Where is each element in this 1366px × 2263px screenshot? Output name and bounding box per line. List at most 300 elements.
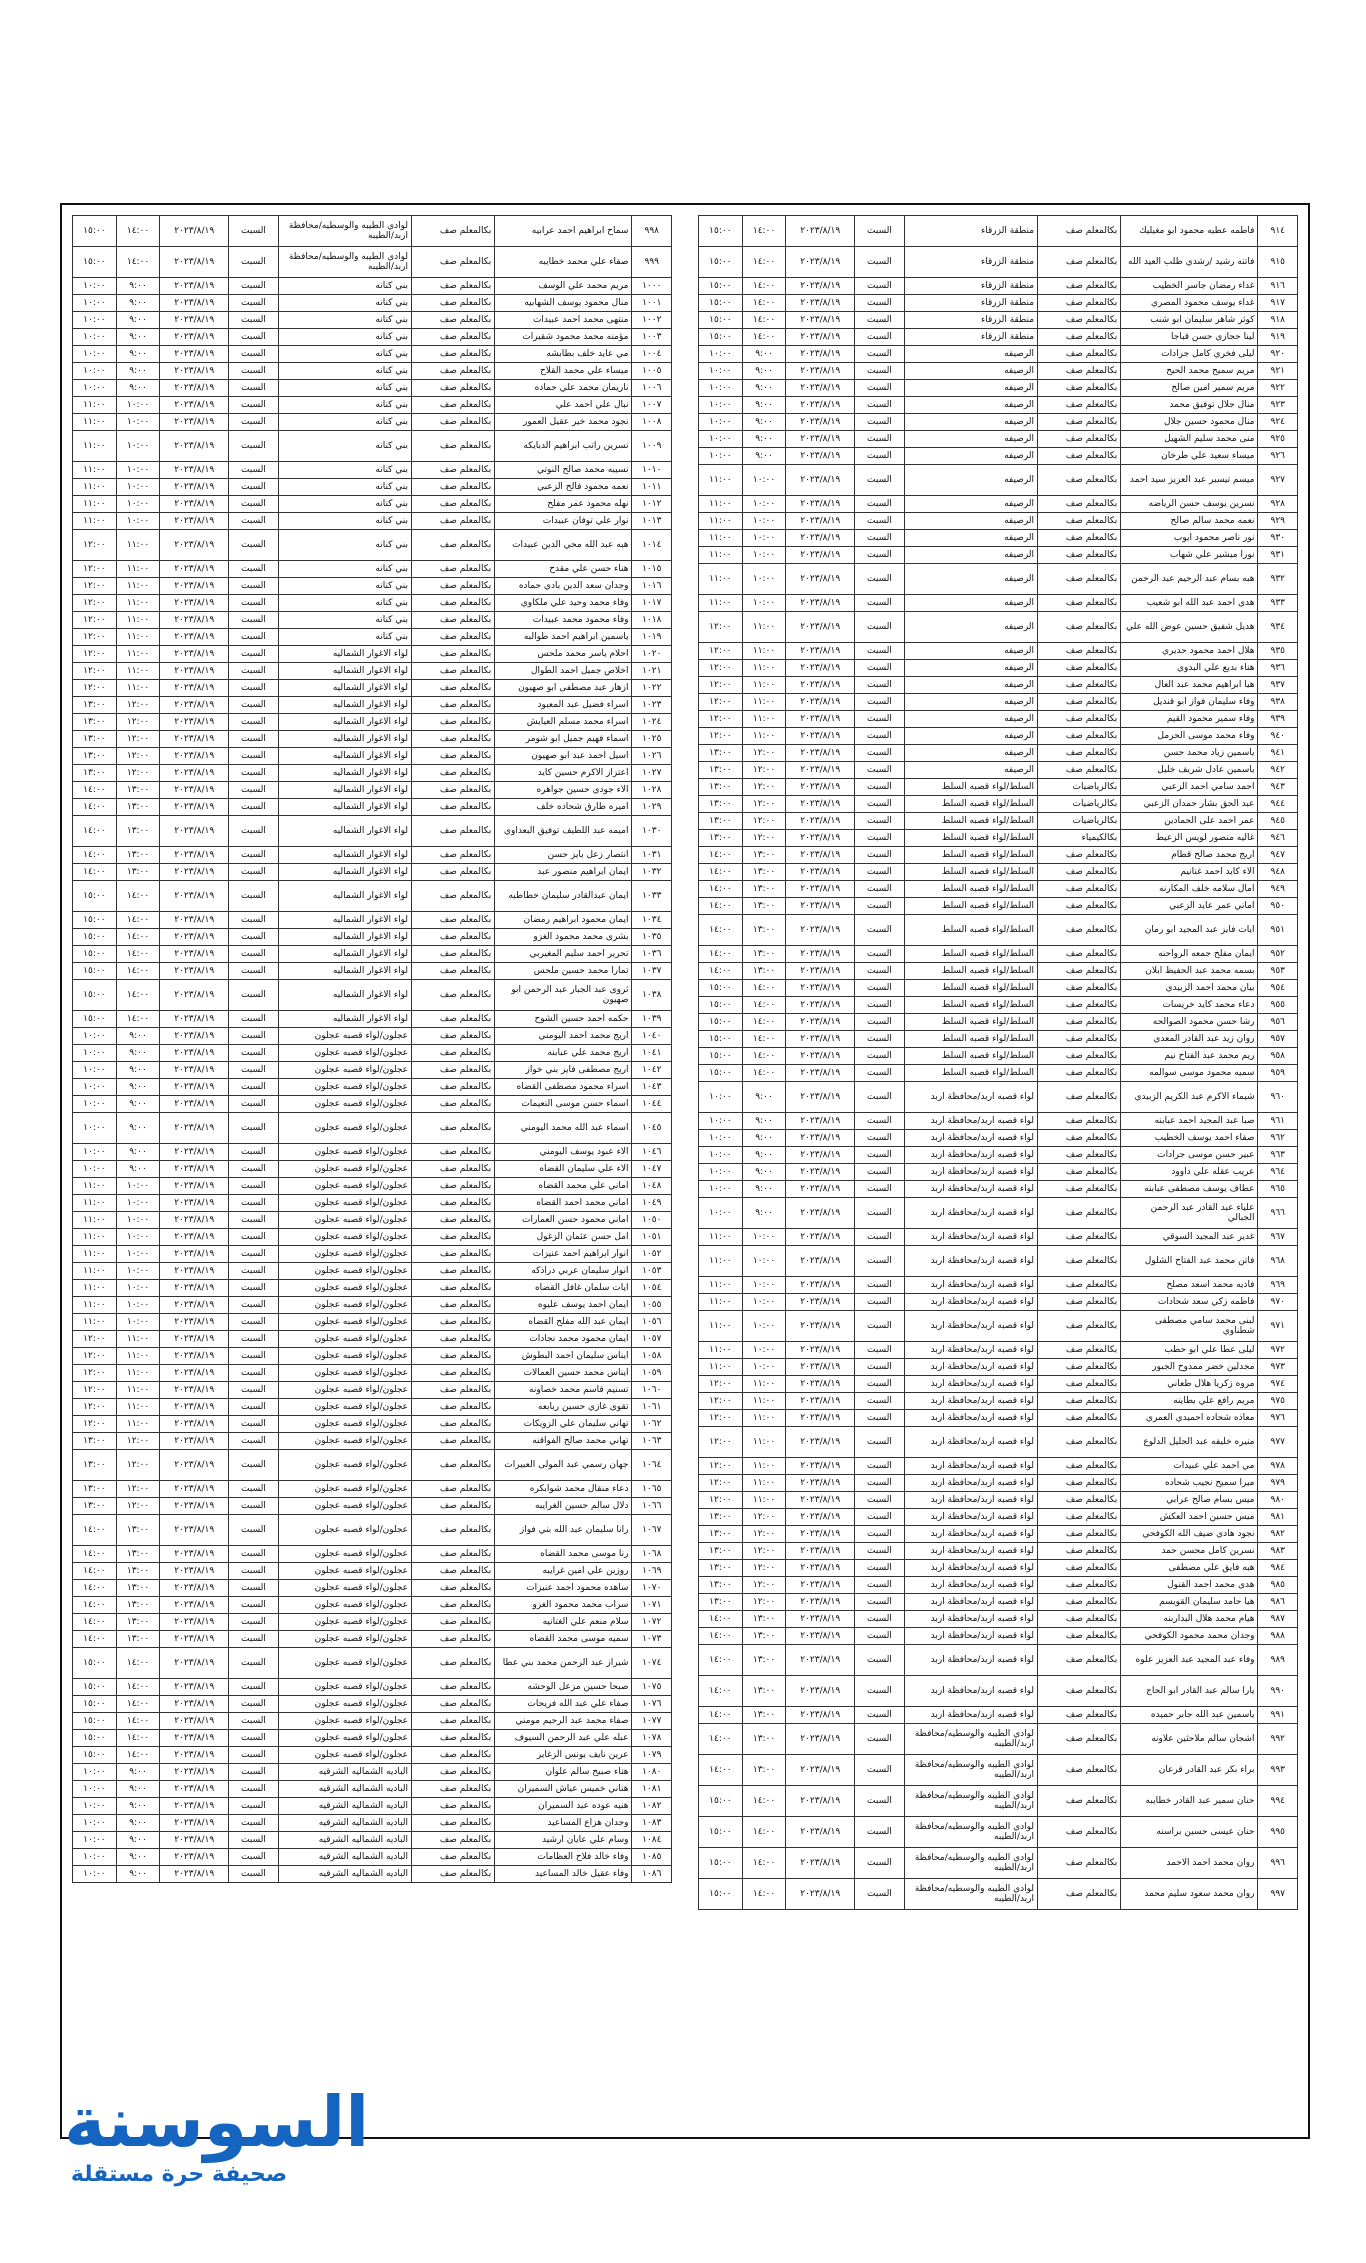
end-time: ١٥:٠٠ (699, 312, 743, 329)
row-number: ٩٦٢ (1258, 1130, 1298, 1147)
end-time: ١٣:٠٠ (73, 1498, 117, 1515)
row-number: ١٠٣٥ (632, 929, 672, 946)
candidate-name: ايات فايز عبد المجيد ابو رمان (1121, 915, 1258, 946)
candidate-name: اسماء عبد الله محمد اليومني (495, 1113, 632, 1144)
end-time: ١٤:٠٠ (73, 1563, 117, 1580)
end-time: ١٠:٠٠ (699, 397, 743, 414)
exam-date: ٢٠٢٣/٨/١٩ (160, 431, 229, 462)
exam-date: ٢٠٢٣/٨/١٩ (786, 1475, 855, 1492)
candidate-name: حنان عيسى حسين براسنه (1121, 1817, 1258, 1848)
candidate-name: ايمان محمود محمد نجادات (495, 1331, 632, 1348)
start-time: ١١:٠٠ (116, 530, 160, 561)
region: عجلون/لواء قصبه عجلون (278, 1280, 411, 1297)
table-row (699, 1543, 1298, 1560)
start-time: ١١:٠٠ (116, 1416, 160, 1433)
region: عجلون/لواء قصبه عجلون (278, 1713, 411, 1730)
table-row (699, 363, 1298, 380)
row-number: ٩١٧ (1258, 295, 1298, 312)
specialization: بكالمعلم صف (412, 397, 495, 414)
exam-date: ٢٠٢٣/٨/١٩ (786, 595, 855, 612)
region: عجلون/لواء قصبه عجلون (278, 1416, 411, 1433)
exam-day: السبت (229, 397, 279, 414)
end-time: ١٠:٠٠ (73, 1781, 117, 1798)
end-time: ١٥:٠٠ (699, 278, 743, 295)
start-time: ١٤:٠٠ (742, 1014, 786, 1031)
start-time: ١٠:٠٠ (116, 397, 160, 414)
start-time: ١٤:٠٠ (742, 1848, 786, 1879)
exam-date: ٢٠٢٣/٨/١٩ (786, 980, 855, 997)
start-time: ١٤:٠٠ (116, 1648, 160, 1679)
region: عجلون/لواء قصبه عجلون (278, 1730, 411, 1747)
specialization: بكالمعلم صف (412, 980, 495, 1011)
specialization: بكالمعلم صف (1038, 762, 1121, 779)
table-row (73, 1679, 672, 1696)
table-row (699, 547, 1298, 564)
region: لواء الاغوار الشماليه (278, 765, 411, 782)
start-time: ١٢:٠٠ (742, 830, 786, 847)
row-number: ١٠١٢ (632, 496, 672, 513)
start-time: ١٤:٠٠ (742, 980, 786, 997)
exam-date: ٢٠٢٣/٨/١٩ (786, 813, 855, 830)
table-row (73, 1481, 672, 1498)
specialization: بكالمعلم صف (412, 1730, 495, 1747)
end-time: ١١:٠٠ (73, 1178, 117, 1195)
exam-date: ٢٠٢٣/٨/١٩ (160, 397, 229, 414)
exam-day: السبت (855, 295, 905, 312)
region: الرصيفه (904, 728, 1037, 745)
candidate-name: صفاء علي محمد خطايبه (495, 247, 632, 278)
start-time: ١٠:٠٠ (116, 513, 160, 530)
candidate-name: حنان سمير عبد القادر خطايبه (1121, 1786, 1258, 1817)
table-row (73, 646, 672, 663)
exam-date: ٢٠٢٣/٨/١٩ (160, 346, 229, 363)
table-row (73, 1580, 672, 1597)
exam-day: السبت (229, 578, 279, 595)
exam-date: ٢٠٢٣/٨/١٩ (786, 530, 855, 547)
row-number: ١٠٤٦ (632, 1144, 672, 1161)
exam-date: ٢٠٢٣/٨/١٩ (786, 963, 855, 980)
candidate-name: ميساء علي محمد القلاح (495, 363, 632, 380)
specialization: بكالمعلم صف (1038, 1393, 1121, 1410)
specialization: بكالمعلم صف (412, 1028, 495, 1045)
candidate-name: تحرير احمد سليم المغيربي (495, 946, 632, 963)
candidate-name: منال جلال توفيق محمد (1121, 397, 1258, 414)
table-row (699, 1560, 1298, 1577)
specialization: بكالمعلم صف (412, 530, 495, 561)
table-row (699, 779, 1298, 796)
end-time: ١٥:٠٠ (699, 247, 743, 278)
start-time: ١٠:٠٠ (742, 496, 786, 513)
start-time: ١٣:٠٠ (742, 864, 786, 881)
document-sheet (60, 203, 1310, 2139)
start-time: ٩:٠٠ (742, 1082, 786, 1113)
candidate-name: نجود محمد خير عقيل العمور (495, 414, 632, 431)
specialization: بكالمعلم صف (1038, 329, 1121, 346)
exam-day: السبت (855, 881, 905, 898)
exam-date: ٢٠٢٣/٨/١٩ (160, 1614, 229, 1631)
exam-date: ٢٠٢٣/٨/١٩ (786, 1492, 855, 1509)
row-number: ٩٩٨ (632, 216, 672, 247)
candidate-name: اسراء محمود مصطفى القضاه (495, 1079, 632, 1096)
table-row (73, 680, 672, 697)
end-time: ١٢:٠٠ (73, 1348, 117, 1365)
end-time: ١٠:٠٠ (73, 1045, 117, 1062)
exam-date: ٢٠٢٣/٨/١٩ (786, 915, 855, 946)
row-number: ١٠٢٠ (632, 646, 672, 663)
start-time: ١٠:٠٠ (742, 465, 786, 496)
exam-day: السبت (855, 980, 905, 997)
region: عجلون/لواء قصبه عجلون (278, 1679, 411, 1696)
exam-date: ٢٠٢٣/٨/١٩ (160, 864, 229, 881)
exam-day: السبت (855, 547, 905, 564)
specialization: بكالمعلم صف (1038, 1113, 1121, 1130)
specialization: بكالمعلم صف (1038, 1082, 1121, 1113)
exam-day: السبت (229, 1096, 279, 1113)
end-time: ١٤:٠٠ (699, 1628, 743, 1645)
table-row (699, 1848, 1298, 1879)
row-number: ١٠٠٢ (632, 312, 672, 329)
exam-day: السبت (229, 278, 279, 295)
exam-day: السبت (229, 1546, 279, 1563)
table-row (699, 1724, 1298, 1755)
end-time: ١٢:٠٠ (699, 694, 743, 711)
specialization: بكالمعلم صف (1038, 1509, 1121, 1526)
start-time: ١٠:٠٠ (742, 547, 786, 564)
start-time: ١٠:٠٠ (116, 1263, 160, 1280)
exam-day: السبت (855, 997, 905, 1014)
row-number: ١٠٦٣ (632, 1433, 672, 1450)
exam-day: السبت (855, 1543, 905, 1560)
start-time: ٩:٠٠ (116, 1866, 160, 1883)
row-number: ١٠٧٨ (632, 1730, 672, 1747)
table-row (73, 278, 672, 295)
end-time: ١٥:٠٠ (699, 1014, 743, 1031)
candidate-name: رنا موسى محمد القضاه (495, 1546, 632, 1563)
table-row (73, 1798, 672, 1815)
table-row (699, 898, 1298, 915)
row-number: ١٠٠٨ (632, 414, 672, 431)
candidate-name: ثروى عبد الجبار عبد الرحمن ابو صهيون (495, 980, 632, 1011)
exam-date: ٢٠٢٣/٨/١٩ (160, 1815, 229, 1832)
region: الرصيفه (904, 496, 1037, 513)
table-row (73, 1614, 672, 1631)
row-number: ٩٢٤ (1258, 414, 1298, 431)
end-time: ١٣:٠٠ (699, 1526, 743, 1543)
specialization: بكالمعلم صف (1038, 728, 1121, 745)
row-number: ٩٦٥ (1258, 1181, 1298, 1198)
candidate-name: دعاء منقال محمد شوابكره (495, 1481, 632, 1498)
exam-day: السبت (855, 1031, 905, 1048)
row-number: ١٠٣٢ (632, 864, 672, 881)
table-row (699, 1611, 1298, 1628)
specialization: بكالمعلم صف (1038, 694, 1121, 711)
table-row (73, 1696, 672, 1713)
candidate-name: ميسم تيسير عبد العزيز سيد احمد (1121, 465, 1258, 496)
candidate-name: عريب عقله علي داوود (1121, 1164, 1258, 1181)
row-number: ٩٢٠ (1258, 346, 1298, 363)
region: لواء الاغوار الشماليه (278, 748, 411, 765)
end-time: ١٥:٠٠ (699, 1848, 743, 1879)
exam-day: السبت (855, 1724, 905, 1755)
specialization: بكالمعلم صف (412, 1045, 495, 1062)
row-number: ٩٨٩ (1258, 1645, 1298, 1676)
region: بني كنانه (278, 496, 411, 513)
specialization: بكالمعلم صف (412, 1062, 495, 1079)
table-row (73, 663, 672, 680)
end-time: ١٣:٠٠ (699, 779, 743, 796)
candidate-name: تهاني سليمان علي الزويكات (495, 1416, 632, 1433)
candidate-name: اسماء حسن موسى النعيمات (495, 1096, 632, 1113)
table-row (73, 216, 672, 247)
row-number: ٩٩٣ (1258, 1755, 1298, 1786)
row-number: ٩٥٥ (1258, 997, 1298, 1014)
specialization: بكالرياضيات (1038, 779, 1121, 796)
table-row (699, 1342, 1298, 1359)
exam-date: ٢٠٢٣/٨/١٩ (786, 1198, 855, 1229)
region: الرصيفه (904, 397, 1037, 414)
start-time: ١٣:٠٠ (116, 1631, 160, 1648)
exam-day: السبت (229, 346, 279, 363)
specialization: بكالمعلم صف (1038, 1475, 1121, 1492)
end-time: ١١:٠٠ (699, 530, 743, 547)
end-time: ١٤:٠٠ (73, 816, 117, 847)
end-time: ١٣:٠٠ (73, 1450, 117, 1481)
start-time: ١٣:٠٠ (116, 1546, 160, 1563)
candidate-name: ايمان احمد يوسف عليوه (495, 1297, 632, 1314)
candidate-name: اميره طارق شحاده خلف (495, 799, 632, 816)
row-number: ١٠٦٠ (632, 1382, 672, 1399)
specialization: بكالمعلم صف (412, 216, 495, 247)
row-number: ١٠٦٦ (632, 1498, 672, 1515)
table-row (73, 431, 672, 462)
row-number: ٩١٦ (1258, 278, 1298, 295)
exam-day: السبت (229, 929, 279, 946)
row-number: ١٠١٠ (632, 462, 672, 479)
table-row (73, 1297, 672, 1314)
specialization: بكالمعلم صف (412, 1648, 495, 1679)
specialization: بكالمعلم صف (412, 816, 495, 847)
start-time: ٩:٠٠ (742, 1198, 786, 1229)
exam-date: ٢٠٢٣/٨/١٩ (786, 728, 855, 745)
exam-date: ٢٠٢٣/٨/١٩ (786, 397, 855, 414)
row-number: ١٠٥٧ (632, 1331, 672, 1348)
row-number: ٩٨٢ (1258, 1526, 1298, 1543)
row-number: ١٠١٥ (632, 561, 672, 578)
region: عجلون/لواء قصبه عجلون (278, 1481, 411, 1498)
row-number: ٩٧٦ (1258, 1410, 1298, 1427)
region: لواء قصبه اربد/محافظة اربد (904, 1594, 1037, 1611)
start-time: ٩:٠٠ (116, 329, 160, 346)
start-time: ١٠:٠٠ (116, 1229, 160, 1246)
exam-date: ٢٠٢٣/٨/١٩ (786, 1509, 855, 1526)
region: الرصيفه (904, 660, 1037, 677)
end-time: ١٠:٠٠ (699, 1198, 743, 1229)
candidate-name: بشرى محمد محمود الغزو (495, 929, 632, 946)
exam-day: السبت (229, 612, 279, 629)
candidate-name: ايمان محمود ابراهيم رمضان (495, 912, 632, 929)
table-row (73, 782, 672, 799)
specialization: بكالمعلم صف (412, 380, 495, 397)
specialization: بكالمعلم صف (1038, 1848, 1121, 1879)
table-row (73, 1079, 672, 1096)
exam-date: ٢٠٢٣/٨/١٩ (160, 414, 229, 431)
start-time: ١٢:٠٠ (116, 1481, 160, 1498)
region: عجلون/لواء قصبه عجلون (278, 1062, 411, 1079)
start-time: ١٣:٠٠ (742, 1628, 786, 1645)
specialization: بكالمعلم صف (412, 1849, 495, 1866)
region: السلط/لواء قصبه السلط (904, 980, 1037, 997)
row-number: ٩٤٦ (1258, 830, 1298, 847)
start-time: ١٤:٠٠ (742, 312, 786, 329)
table-row (73, 397, 672, 414)
row-number: ١٠١٣ (632, 513, 672, 530)
exam-date: ٢٠٢٣/٨/١٩ (160, 980, 229, 1011)
region: منطقة الزرقاء (904, 329, 1037, 346)
row-number: ١٠٢٤ (632, 714, 672, 731)
specialization: بكالمعلم صف (1038, 711, 1121, 728)
region: لواء الاغوار الشماليه (278, 697, 411, 714)
exam-date: ٢٠٢٣/٨/١٩ (786, 1048, 855, 1065)
start-time: ٩:٠٠ (116, 278, 160, 295)
end-time: ١٢:٠٠ (73, 561, 117, 578)
end-time: ١٠:٠٠ (73, 1832, 117, 1849)
region: عجلون/لواء قصبه عجلون (278, 1546, 411, 1563)
start-time: ٩:٠٠ (116, 1781, 160, 1798)
candidate-name: مريم رافع علي بطاينه (1121, 1393, 1258, 1410)
exam-day: السبت (229, 462, 279, 479)
specialization: بكالمعلم صف (1038, 915, 1121, 946)
candidate-name: اعتزاز الاكرم حسين كايد (495, 765, 632, 782)
specialization: بكالمعلم صف (1038, 1130, 1121, 1147)
end-time: ١٥:٠٠ (699, 1065, 743, 1082)
exam-day: السبت (229, 1297, 279, 1314)
end-time: ١١:٠٠ (73, 1229, 117, 1246)
row-number: ١٠٥٣ (632, 1263, 672, 1280)
exam-day: السبت (855, 414, 905, 431)
exam-date: ٢٠٢٣/٨/١٩ (786, 414, 855, 431)
exam-day: السبت (855, 612, 905, 643)
candidate-name: غدير عبد المجيد السوقي (1121, 1229, 1258, 1246)
candidate-name: فاطمه زكي سعد شحادات (1121, 1294, 1258, 1311)
candidate-name: اسيل احمد عبد ابو صهيون (495, 748, 632, 765)
end-time: ١١:٠٠ (699, 1311, 743, 1342)
end-time: ١٠:٠٠ (73, 1866, 117, 1883)
specialization: بكالمعلم صف (412, 1382, 495, 1399)
start-time: ٩:٠٠ (116, 1832, 160, 1849)
row-number: ٩٤٨ (1258, 864, 1298, 881)
row-number: ٩٧٢ (1258, 1342, 1298, 1359)
specialization: بكالمعلم صف (412, 1079, 495, 1096)
end-time: ١٠:٠٠ (699, 1181, 743, 1198)
table-row (699, 946, 1298, 963)
exam-day: السبت (855, 1164, 905, 1181)
row-number: ٩٩٢ (1258, 1724, 1298, 1755)
exam-date: ٢٠٢٣/٨/١٩ (786, 312, 855, 329)
specialization: بكالمعلم صف (1038, 677, 1121, 694)
end-time: ١٤:٠٠ (73, 864, 117, 881)
row-number: ١٠٣٨ (632, 980, 672, 1011)
table-row (699, 564, 1298, 595)
exam-date: ٢٠٢٣/٨/١٩ (786, 1181, 855, 1198)
exam-day: السبت (855, 643, 905, 660)
exam-date: ٢٠٢٣/٨/١٩ (160, 1546, 229, 1563)
exam-day: السبت (229, 765, 279, 782)
exam-date: ٢٠٢٣/٨/١٩ (160, 1713, 229, 1730)
region: لواء قصبه اربد/محافظة اربد (904, 1475, 1037, 1492)
start-time: ١٢:٠٠ (116, 697, 160, 714)
exam-day: السبت (855, 513, 905, 530)
table-row (73, 380, 672, 397)
candidate-name: فاتنه رشيد /رشدي طلب العيد الله (1121, 247, 1258, 278)
candidate-name: منتهى محمد احمد عبيدات (495, 312, 632, 329)
table-row (73, 799, 672, 816)
candidate-name: فاتن محمد عبد الفتاح الشلول (1121, 1246, 1258, 1277)
table-row (699, 1376, 1298, 1393)
end-time: ١٣:٠٠ (699, 745, 743, 762)
table-row (73, 247, 672, 278)
exam-date: ٢٠٢٣/٨/١٩ (160, 363, 229, 380)
start-time: ٩:٠٠ (742, 363, 786, 380)
row-number: ١٠٤٣ (632, 1079, 672, 1096)
start-time: ١٣:٠٠ (742, 1611, 786, 1628)
table-row (73, 1348, 672, 1365)
region: عجلون/لواء قصبه عجلون (278, 1348, 411, 1365)
table-row (73, 295, 672, 312)
start-time: ١٠:٠٠ (116, 431, 160, 462)
region: بني كنانه (278, 462, 411, 479)
end-time: ١٥:٠٠ (73, 1648, 117, 1679)
start-time: ١٠:٠٠ (116, 1297, 160, 1314)
exam-date: ٢٠٢٣/٨/١٩ (786, 881, 855, 898)
end-time: ١٠:٠٠ (699, 1147, 743, 1164)
candidate-name: هناني خميس عياش السميران (495, 1781, 632, 1798)
row-number: ٩٣١ (1258, 547, 1298, 564)
specialization: بكالمعلم صف (1038, 216, 1121, 247)
row-number: ٩٨٣ (1258, 1543, 1298, 1560)
row-number: ٩٢٥ (1258, 431, 1298, 448)
specialization: بكالمعلم صف (1038, 312, 1121, 329)
candidate-name: ميساء سعيد علي طرخان (1121, 448, 1258, 465)
table-row (73, 479, 672, 496)
candidate-name: هيام محمد هلال البداربنه (1121, 1611, 1258, 1628)
specialization: بكالمعلم صف (1038, 1376, 1121, 1393)
exam-date: ٢٠٢٣/٨/١٩ (160, 247, 229, 278)
row-number: ١٠٠١ (632, 295, 672, 312)
candidate-name: روزين علي امين غرايبه (495, 1563, 632, 1580)
start-time: ١٤:٠٠ (742, 1065, 786, 1082)
exam-date: ٢٠٢٣/٨/١٩ (160, 1696, 229, 1713)
exam-day: السبت (229, 946, 279, 963)
candidate-name: ناريمان محمد علي حماده (495, 380, 632, 397)
exam-date: ٢٠٢٣/٨/١٩ (160, 462, 229, 479)
end-time: ١٥:٠٠ (73, 1696, 117, 1713)
exam-date: ٢٠٢٣/٨/١٩ (160, 1798, 229, 1815)
specialization: بكالمعلم صف (1038, 1164, 1121, 1181)
region: عجلون/لواء قصبه عجلون (278, 1212, 411, 1229)
exam-day: السبت (229, 363, 279, 380)
candidate-name: مريم سميح محمد الحيح (1121, 363, 1258, 380)
region: بني كنانه (278, 578, 411, 595)
specialization: بكالمعلم صف (412, 329, 495, 346)
region: الرصيفه (904, 643, 1037, 660)
start-time: ٩:٠٠ (742, 414, 786, 431)
candidate-name: اماني علي محمد القضاه (495, 1178, 632, 1195)
specialization: بكالمعلم صف (412, 1764, 495, 1781)
candidate-name: صفاء محمد عبد الرحيم مومني (495, 1713, 632, 1730)
exam-date: ٢٠٢٣/٨/١٩ (786, 796, 855, 813)
candidate-name: هبه فايق علي مصطفى (1121, 1560, 1258, 1577)
region: لواء قصبه اربد/محافظة اربد (904, 1311, 1037, 1342)
